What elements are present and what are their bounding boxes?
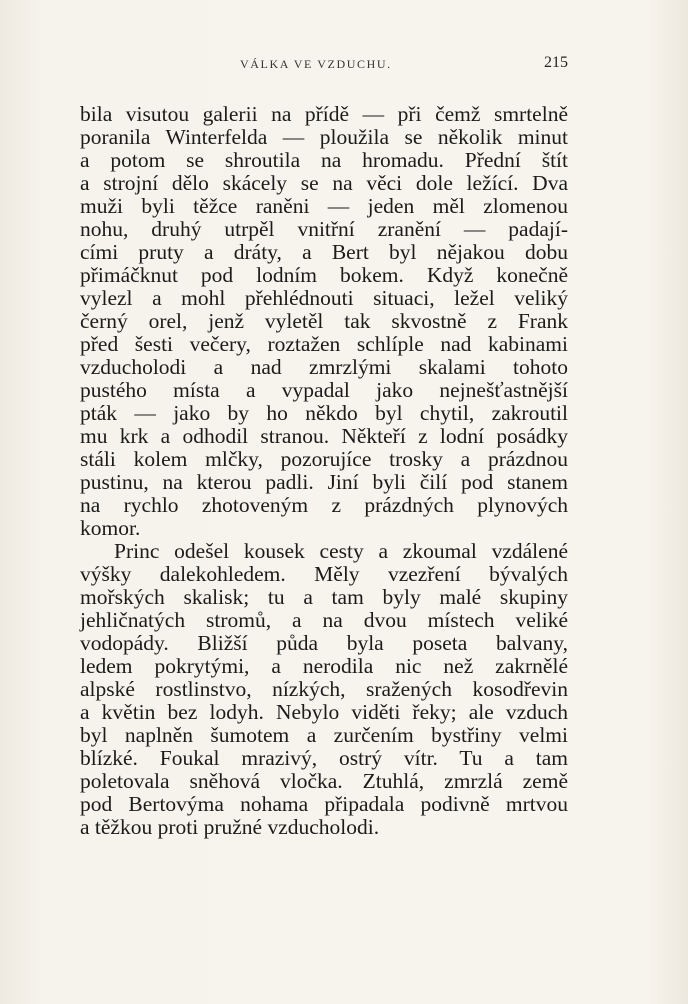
text-line: pod Bertovýma nohama připadala podivně mrtvou xyxy=(80,792,568,816)
page-header xyxy=(80,54,568,74)
text-line: mořských skalisk; tu a tam byly malé skupiny xyxy=(80,585,568,609)
text-line: vzducholodi a nad zmrzlými skalami tohoto xyxy=(80,355,568,379)
text-line: jehličnatých stromů, a na dvou místech veliké xyxy=(80,608,568,632)
text-line: alpské rostlinstvo, nízkých, sražených kosodřevin xyxy=(80,677,568,701)
text-line: a těžkou proti pružné vzducholodi. xyxy=(80,815,380,839)
text-line: poranila Winterfelda — ploužila se několik minut xyxy=(80,125,568,149)
page-number: 215 xyxy=(544,54,568,71)
text-line: muži byli těžce raněni — jeden měl zlomenou xyxy=(80,194,568,218)
running-title: VÁLKA VE VZDUCHU. xyxy=(240,57,392,71)
text-line: blízké. Foukal mrazivý, ostrý vítr. Tu a tam xyxy=(80,746,568,770)
text-line: pustinu, na kterou padli. Jiní byli čilí pod stanem xyxy=(80,470,568,494)
text-line: nohu, druhý utrpěl vnitřní zranění — padají- xyxy=(80,217,568,241)
text-line: komor. xyxy=(80,516,141,540)
text-line: a květin bez lodyh. Nebylo viděti řeky; ale vzduch xyxy=(80,700,568,724)
text-line: poletovala sněhová vločka. Ztuhlá, zmrzlá země xyxy=(80,769,568,793)
text-line: vylezl a mohl přehlédnouti situaci, ležel veliký xyxy=(80,286,568,310)
text-line: pustého místa a vypadal jako nejnešťastnější xyxy=(80,378,568,402)
body-text xyxy=(80,103,568,839)
text-line: Princ odešel kousek cesty a zkoumal vzdálené xyxy=(114,539,568,563)
text-line: stáli kolem mlčky, pozorujíce trosky a prázdnou xyxy=(80,447,568,471)
text-line: byl naplněn šumotem a zurčením bystřiny velmi xyxy=(80,723,568,747)
text-line: bila visutou galerii na přídě — při čemž smrtelně xyxy=(80,102,568,126)
text-line: ledem pokrytými, a nerodila nic než zakrnělé xyxy=(80,654,568,678)
text-line: přimáčknut pod lodním bokem. Když konečně xyxy=(80,263,568,287)
text-line: na rychlo zhotoveným z prázdných plynových xyxy=(80,493,568,517)
text-line: pták — jako by ho někdo byl chytil, zakroutil xyxy=(80,401,568,425)
text-line: a potom se shroutila na hromadu. Přední štít xyxy=(80,148,568,172)
text-line: černý orel, jenž vyletěl tak skvostně z Frank xyxy=(80,309,568,333)
text-line: vodopády. Bližší půda byla poseta balvany, xyxy=(80,631,568,655)
text-line: před šesti večery, roztažen schlíple nad kabinami xyxy=(80,332,568,356)
text-line: cími pruty a dráty, a Bert byl nějakou dobu xyxy=(80,240,568,264)
text-line: a strojní dělo skácely se na věci dole ležící. Dva xyxy=(80,171,568,195)
text-line: výšky dalekohledem. Měly vzezření bývalých xyxy=(80,562,568,586)
text-line: mu krk a odhodil stranou. Někteří z lodní posádky xyxy=(80,424,568,448)
